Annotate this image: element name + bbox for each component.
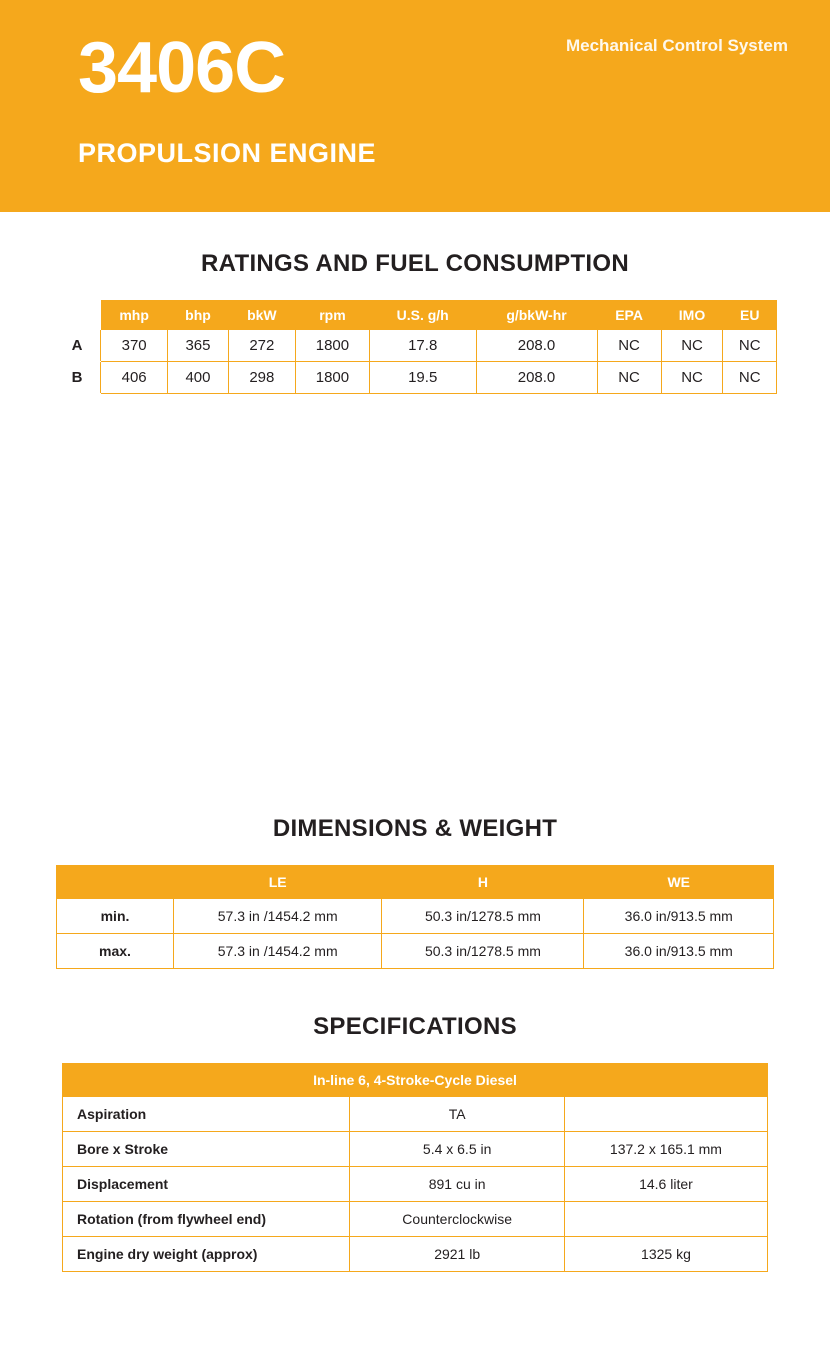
table-row — [54, 362, 777, 394]
specifications-section-title: SPECIFICATIONS — [313, 1013, 517, 1040]
ratings-a-rpm: 1800 — [295, 330, 369, 362]
ratings-a-us-gh: 17.8 — [369, 330, 476, 362]
ratings-col-mhp: mhp — [101, 301, 168, 330]
control-system-note: Mechanical Control System — [565, 36, 788, 55]
ratings-col-us-gh: U.S. g/h — [369, 301, 476, 330]
spec-label-engine-dry-weight: Engine dry weight (approx) — [63, 1237, 350, 1272]
ratings-a-eu: NC — [723, 330, 777, 362]
table-row — [63, 1097, 768, 1132]
table-row — [63, 1237, 768, 1272]
dimensions-min-le: 57.3 in /1454.2 mm — [174, 899, 382, 934]
ratings-b-epa: NC — [597, 362, 661, 394]
table-header-row — [57, 866, 774, 899]
ratings-a-bhp: 365 — [168, 330, 228, 362]
dimensions-col-h: H — [382, 866, 584, 899]
header-banner — [0, 0, 830, 212]
table-row — [57, 934, 774, 969]
ratings-b-mhp: 406 — [101, 362, 168, 394]
spec-value-displacement-metric: 14.6 liter — [564, 1167, 767, 1202]
ratings-row-label-a: A — [54, 330, 101, 362]
ratings-b-bhp: 400 — [168, 362, 228, 394]
dimensions-min-h: 50.3 in/1278.5 mm — [382, 899, 584, 934]
ratings-table — [53, 300, 777, 394]
table-row — [63, 1132, 768, 1167]
dimensions-table — [56, 865, 774, 969]
ratings-col-epa: EPA — [597, 301, 661, 330]
ratings-section — [0, 250, 830, 394]
dimensions-row-label-min: min. — [57, 899, 174, 934]
dimensions-max-we: 36.0 in/913.5 mm — [584, 934, 774, 969]
spec-value-displacement-imperial: 891 cu in — [350, 1167, 564, 1202]
ratings-col-rpm: rpm — [295, 301, 369, 330]
spec-label-rotation: Rotation (from flywheel end) — [63, 1202, 350, 1237]
dimensions-max-le: 57.3 in /1454.2 mm — [174, 934, 382, 969]
ratings-col-gbkwhr: g/bkW-hr — [476, 301, 597, 330]
ratings-a-imo: NC — [661, 330, 723, 362]
ratings-col-bkw: bkW — [228, 301, 295, 330]
ratings-row-label-b: B — [54, 362, 101, 394]
ratings-section-title: RATINGS AND FUEL CONSUMPTION — [201, 250, 629, 277]
dimensions-section — [0, 815, 830, 969]
engine-type-subtitle: PROPULSION ENGINE — [78, 138, 377, 168]
spec-label-bore-stroke: Bore x Stroke — [63, 1132, 350, 1167]
dimensions-corner-cell — [57, 866, 174, 899]
ratings-a-bkw: 272 — [228, 330, 295, 362]
spec-value-rotation-metric — [564, 1202, 767, 1237]
dimensions-section-title: DIMENSIONS & WEIGHT — [272, 815, 558, 842]
ratings-b-eu: NC — [723, 362, 777, 394]
spec-value-engine-dry-weight-imperial: 2921 lb — [350, 1237, 564, 1272]
ratings-col-imo: IMO — [661, 301, 723, 330]
specifications-banner: In-line 6, 4-Stroke-Cycle Diesel — [63, 1064, 768, 1097]
table-header-row — [63, 1064, 768, 1097]
spec-label-aspiration: Aspiration — [63, 1097, 350, 1132]
specifications-section — [0, 1013, 830, 1272]
ratings-corner-cell — [54, 301, 101, 330]
spec-value-rotation-imperial: Counterclockwise — [350, 1202, 564, 1237]
dimensions-col-we: WE — [584, 866, 774, 899]
ratings-b-gbkwhr: 208.0 — [476, 362, 597, 394]
ratings-a-mhp: 370 — [101, 330, 168, 362]
table-row — [57, 899, 774, 934]
spec-value-aspiration-metric — [564, 1097, 767, 1132]
ratings-a-epa: NC — [597, 330, 661, 362]
ratings-b-us-gh: 19.5 — [369, 362, 476, 394]
table-header-row — [54, 301, 777, 330]
spec-label-displacement: Displacement — [63, 1167, 350, 1202]
dimensions-row-label-max: max. — [57, 934, 174, 969]
spec-value-bore-stroke-imperial: 5.4 x 6.5 in — [350, 1132, 564, 1167]
ratings-col-eu: EU — [723, 301, 777, 330]
spec-value-bore-stroke-metric: 137.2 x 165.1 mm — [564, 1132, 767, 1167]
table-row — [63, 1167, 768, 1202]
ratings-b-bkw: 298 — [228, 362, 295, 394]
spec-value-aspiration-imperial: TA — [350, 1097, 564, 1132]
ratings-a-gbkwhr: 208.0 — [476, 330, 597, 362]
table-row — [63, 1202, 768, 1237]
dimensions-max-h: 50.3 in/1278.5 mm — [382, 934, 584, 969]
ratings-col-bhp: bhp — [168, 301, 228, 330]
ratings-b-rpm: 1800 — [295, 362, 369, 394]
engine-model-title: 3406C — [78, 28, 286, 108]
dimensions-col-le: LE — [174, 866, 382, 899]
table-row — [54, 330, 777, 362]
spec-value-engine-dry-weight-metric: 1325 kg — [564, 1237, 767, 1272]
specifications-table — [62, 1063, 768, 1272]
dimensions-min-we: 36.0 in/913.5 mm — [584, 899, 774, 934]
ratings-b-imo: NC — [661, 362, 723, 394]
